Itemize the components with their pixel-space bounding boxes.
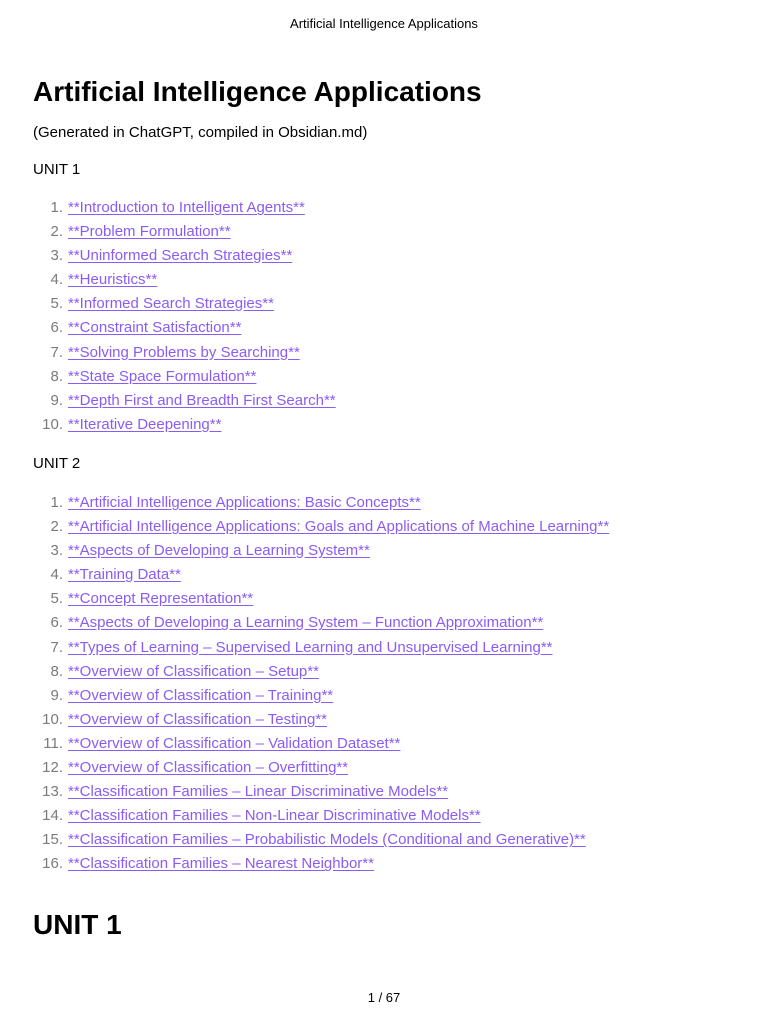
toc-item-link[interactable]: **Introduction to Intelligent Agents** xyxy=(68,199,305,216)
toc-item-number: 11. xyxy=(43,734,63,752)
toc-item-link[interactable]: **Concept Representation** xyxy=(68,590,254,608)
toc-item xyxy=(33,343,733,367)
toc-item-number: 7. xyxy=(50,343,63,361)
toc-item-link[interactable]: **Overview of Classification – Testing** xyxy=(68,710,328,728)
toc-item xyxy=(33,493,733,517)
unit-1-label: UNIT 1 xyxy=(33,161,81,178)
toc-item-link[interactable]: **Overview of Classification – Overfitting** xyxy=(68,758,349,776)
toc-item-number: 5. xyxy=(50,295,63,313)
page-indicator: 1 / 67 xyxy=(367,990,401,1005)
toc-item xyxy=(33,782,733,806)
toc-item-link[interactable]: **Classification Families – Linear Discriminative Models** xyxy=(68,783,449,801)
document-subtitle: (Generated in ChatGPT, compiled in Obsidian.md) xyxy=(33,124,368,141)
toc-item-link[interactable]: **Classification Families – Probabilistic Models (Conditional and Generative)** xyxy=(68,831,586,849)
toc-item-link[interactable]: **Classification Families – Non-Linear Discriminative Models** xyxy=(68,807,481,825)
toc-item-link[interactable]: **Overview of Classification – Validation Dataset** xyxy=(68,734,401,752)
toc-item xyxy=(33,686,733,710)
toc-item xyxy=(33,758,733,782)
toc-item-link[interactable]: **Classification Families – Nearest Neighbor** xyxy=(68,855,374,873)
toc-item-link[interactable]: **Iterative Deepening** xyxy=(68,415,222,433)
toc-item xyxy=(33,854,733,878)
toc-item-number: 6. xyxy=(50,319,63,337)
toc-item xyxy=(33,830,733,854)
toc-item xyxy=(33,565,733,589)
toc-item-link[interactable]: **Uninformed Search Strategies** xyxy=(68,247,293,265)
toc-item-link[interactable]: **Artificial Intelligence Applications: Goals and Applications of Machine Learning** xyxy=(68,518,610,536)
toc-item xyxy=(33,541,733,565)
toc-item-number: 16. xyxy=(42,855,63,873)
toc-item xyxy=(33,710,733,734)
toc-item-link[interactable]: **Types of Learning – Supervised Learning and Unsupervised Learning** xyxy=(68,638,553,656)
toc-item-number: 7. xyxy=(50,638,63,656)
toc-item-number: 15. xyxy=(42,831,63,849)
toc-item-link[interactable]: **Overview of Classification – Setup** xyxy=(68,662,319,680)
toc-item-number: 5. xyxy=(50,590,63,608)
toc-item-number: 4. xyxy=(50,271,63,289)
unit-2-toc-list xyxy=(33,493,733,879)
toc-item-link[interactable]: **Solving Problems by Searching** xyxy=(68,343,300,361)
toc-item xyxy=(33,391,733,415)
toc-item-number: 14. xyxy=(42,807,63,825)
toc-item xyxy=(33,662,733,686)
toc-item xyxy=(33,198,733,222)
unit-2-label: UNIT 2 xyxy=(33,454,81,472)
toc-item-number: 2. xyxy=(50,518,63,536)
toc-item xyxy=(33,270,733,294)
toc-item-number: 13. xyxy=(42,783,63,801)
toc-item xyxy=(33,318,733,342)
toc-item xyxy=(33,734,733,758)
toc-item xyxy=(33,806,733,830)
toc-item xyxy=(33,517,733,541)
toc-item-link[interactable]: **Aspects of Developing a Learning System** xyxy=(68,542,370,560)
toc-item xyxy=(33,415,733,439)
section-heading-unit-1: UNIT 1 xyxy=(33,909,122,941)
toc-item-number: 4. xyxy=(50,566,63,584)
toc-item xyxy=(33,613,733,637)
running-header: Artificial Intelligence Applications xyxy=(290,16,478,31)
toc-item-number: 10. xyxy=(42,710,63,728)
toc-item-link[interactable]: **Depth First and Breadth First Search** xyxy=(68,391,336,409)
toc-item-number: 3. xyxy=(50,247,63,265)
unit-1-toc-list xyxy=(33,198,733,439)
toc-item-link[interactable]: **Constraint Satisfaction** xyxy=(68,319,242,337)
toc-item-number: 9. xyxy=(50,391,63,409)
toc-item-number: 3. xyxy=(50,542,63,560)
toc-item xyxy=(33,294,733,318)
toc-item-number: 10. xyxy=(42,415,63,433)
toc-item-link[interactable]: **Heuristics** xyxy=(68,271,158,289)
toc-item xyxy=(33,367,733,391)
toc-item xyxy=(33,246,733,270)
toc-item-number: 6. xyxy=(50,614,63,632)
toc-item-link[interactable]: **Overview of Classification – Training** xyxy=(68,686,334,704)
toc-item-link[interactable]: **Problem Formulation** xyxy=(68,223,231,241)
toc-item-link[interactable]: **Aspects of Developing a Learning System – Function Approximation** xyxy=(68,614,544,632)
toc-item-number: 1. xyxy=(50,493,63,511)
toc-item-number: 1. xyxy=(50,199,63,216)
toc-item xyxy=(33,222,733,246)
document-body xyxy=(33,74,733,943)
toc-item-number: 12. xyxy=(42,758,63,776)
toc-item-number: 8. xyxy=(50,662,63,680)
toc-item-link[interactable]: **Artificial Intelligence Applications: Basic Concepts** xyxy=(68,493,421,511)
document-title: Artificial Intelligence Applications xyxy=(33,76,482,107)
toc-item-number: 9. xyxy=(50,686,63,704)
toc-item-link[interactable]: **Informed Search Strategies** xyxy=(68,295,274,313)
toc-item xyxy=(33,589,733,613)
toc-item-number: 8. xyxy=(50,367,63,385)
toc-item xyxy=(33,638,733,662)
toc-item-number: 2. xyxy=(50,223,63,241)
toc-item-link[interactable]: **Training Data** xyxy=(68,566,181,584)
toc-item-link[interactable]: **State Space Formulation** xyxy=(68,367,257,385)
